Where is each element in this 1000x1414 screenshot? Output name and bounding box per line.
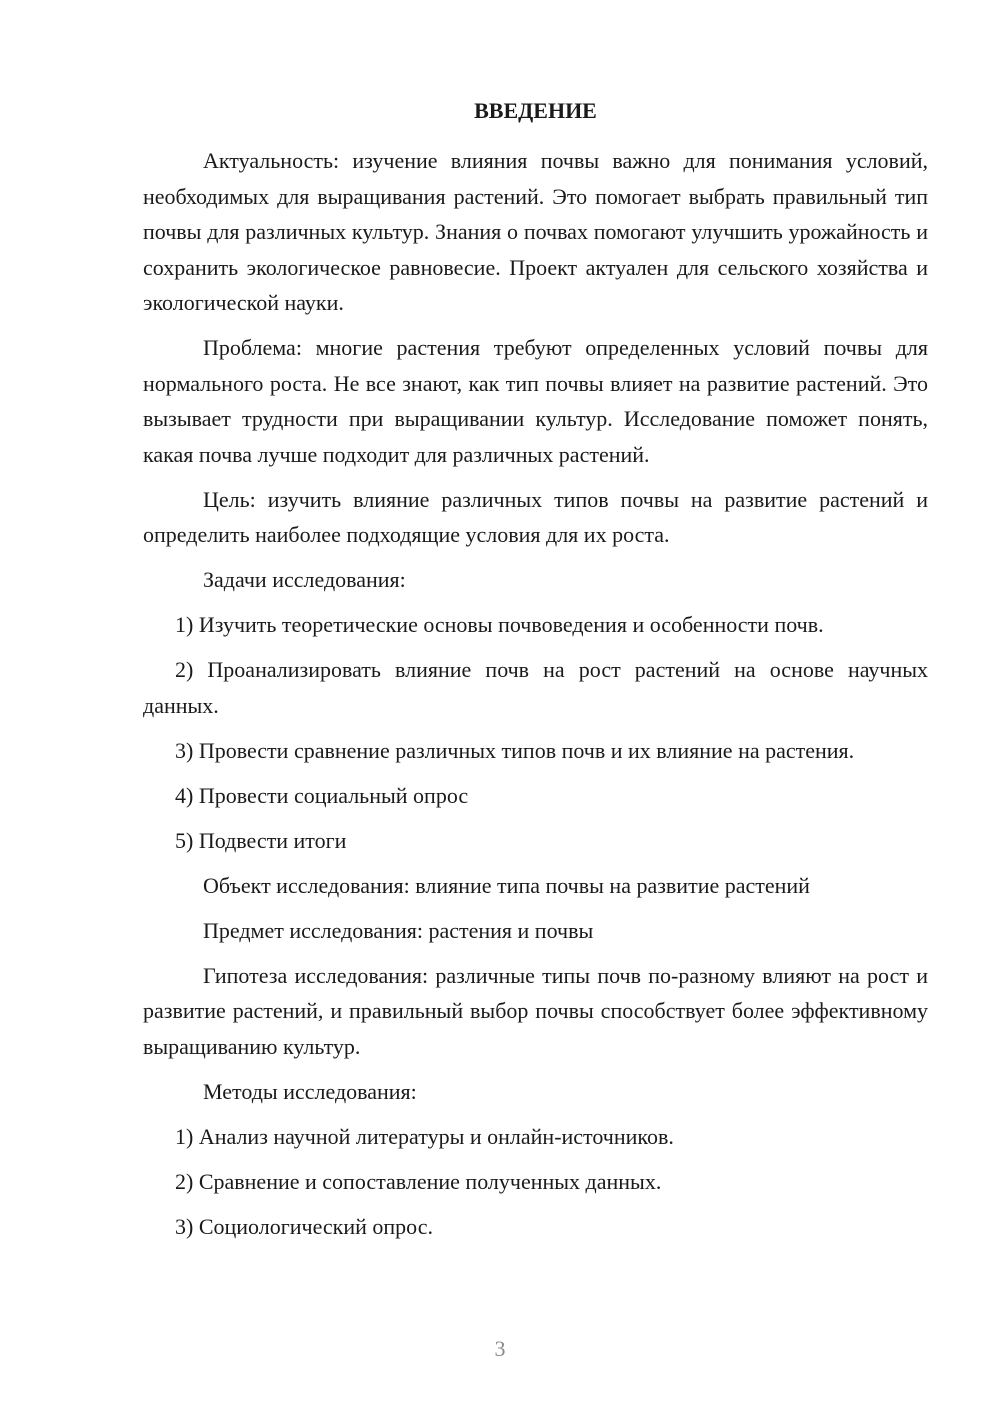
task-item-4: 4) Провести социальный опрос: [175, 782, 469, 808]
task-item-5: 5) Подвести итоги: [175, 827, 347, 853]
task-item-1: 1) Изучить теоретические основы почвоведения и особенности почв.: [175, 612, 824, 637]
task-item-3: 3) Провести сравнение различных типов почв и их влияние на растения.: [175, 737, 855, 763]
methods-heading: Методы исследования:: [203, 1078, 417, 1104]
task-item-2: 2) Проанализировать влияние почв на рост растений на основе научных данных.: [143, 657, 928, 718]
paragraph-problem: Проблема: многие растения требуют определенных условий почвы для нормального роста. Не все знают, как тип почвы влияет на развитие растений. Это вызывает трудности при выращивании культур. Исследование поможет понять, какая почва лучше подходит для различных растений.: [143, 335, 928, 467]
paragraph-object: Объект исследования: влияние типа почвы на развитие растений: [203, 872, 810, 898]
method-item-1: 1) Анализ научной литературы и онлайн-источников.: [175, 1123, 674, 1149]
paragraph-hypothesis: Гипотеза исследования: различные типы почв по-разному влияют на рост и развитие растений, и правильный выбор почвы способствует более эффективному выращиванию культур.: [143, 962, 928, 1059]
paragraph-relevance: Актуальность: изучение влияния почвы важно для понимания условий, необходимых для выращивания растений. Это помогает выбрать правильный тип почвы для различных культур. Знания о почвах помогают улучшить урожайность и сохранить экологическое равновесие. Проект актуален для сельского хозяйства и экологической науки.: [143, 148, 928, 315]
method-item-3: 3) Социологический опрос.: [175, 1213, 433, 1239]
method-item-2: 2) Сравнение и сопоставление полученных данных.: [175, 1168, 662, 1194]
page-number: 3: [494, 1336, 506, 1361]
paragraph-goal: Цель: изучить влияние различных типов почвы на развитие растений и определить наиболее подходящие условия для их роста.: [143, 486, 928, 547]
paragraph-subject: Предмет исследования: растения и почвы: [203, 917, 594, 943]
page-title: ВВЕДЕНИЕ: [474, 98, 597, 123]
document-body: [143, 143, 928, 1244]
tasks-heading: Задачи исследования:: [203, 567, 406, 592]
